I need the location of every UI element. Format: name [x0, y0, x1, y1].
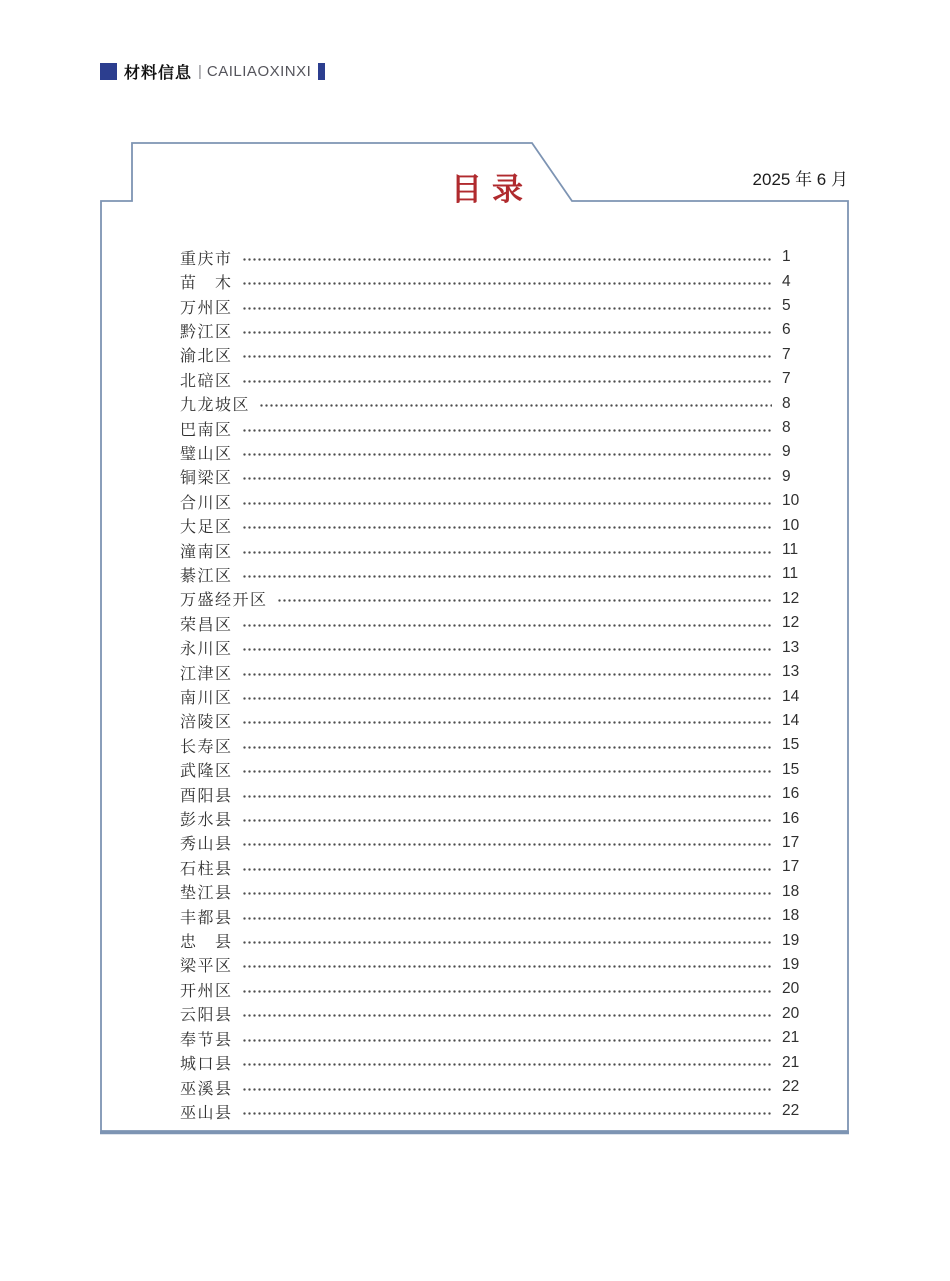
- dotted-leader: [242, 354, 772, 359]
- issue-date: 2025 年 6 月: [752, 170, 848, 189]
- toc-entry-label: 彭水县: [180, 812, 233, 830]
- dotted-leader: [242, 818, 772, 823]
- dotted-leader: [242, 720, 772, 725]
- toc-entry: [180, 611, 806, 635]
- dotted-leader: [242, 1013, 772, 1018]
- toc-entry-page: 7: [782, 345, 791, 363]
- toc-entry-label: 城口县: [180, 1056, 233, 1074]
- toc-entry: [180, 953, 806, 977]
- toc-entry-page: 15: [782, 760, 800, 778]
- dotted-leader: [242, 476, 772, 481]
- toc-entry: [180, 928, 806, 952]
- brand-title: 材料信息: [124, 64, 193, 82]
- toc-entry-label: 荣昌区: [180, 616, 233, 634]
- toc-entry-label: 忠 县: [180, 934, 233, 952]
- toc-entry-page: 14: [782, 687, 800, 705]
- toc-entry-label: 巴南区: [180, 421, 233, 439]
- dotted-leader: [242, 867, 772, 872]
- brand-header: [100, 62, 325, 80]
- toc-entry: [180, 1002, 806, 1026]
- toc-entry-label: 云阳县: [180, 1007, 233, 1025]
- dotted-leader: [242, 623, 772, 628]
- toc-entry-label: 石柱县: [180, 860, 233, 878]
- dotted-leader: [242, 794, 772, 799]
- dotted-leader: [242, 1087, 772, 1092]
- toc-entry: [180, 636, 806, 660]
- toc-entry-page: 12: [782, 589, 800, 607]
- toc-entry-page: 22: [782, 1102, 800, 1120]
- dotted-leader: [242, 574, 772, 579]
- toc-entry-page: 4: [782, 272, 791, 290]
- brand-endbar-icon: [318, 63, 325, 80]
- toc-entry-label: 万盛经开区: [180, 592, 268, 610]
- toc-entry-page: 20: [782, 980, 800, 998]
- toc-entry-page: 17: [782, 858, 800, 876]
- toc-entry: [180, 440, 806, 464]
- dotted-leader: [242, 281, 772, 286]
- dotted-leader: [242, 842, 772, 847]
- toc-entry-page: 10: [782, 492, 800, 510]
- dotted-leader: [242, 672, 772, 677]
- toc-entry-label: 大足区: [180, 519, 233, 537]
- toc-entry: [180, 660, 806, 684]
- toc-entry-label: 重庆市: [180, 250, 233, 268]
- toc-entry: [180, 465, 806, 489]
- toc-entry: [180, 709, 806, 733]
- dotted-leader: [242, 647, 772, 652]
- toc-entry-page: 13: [782, 663, 800, 681]
- toc-entry: [180, 1075, 806, 1099]
- toc-entry: [180, 245, 806, 269]
- toc-entry: [180, 1026, 806, 1050]
- toc-entry: [180, 294, 806, 318]
- toc-entry-label: 秀山县: [180, 836, 233, 854]
- toc-entry: [180, 977, 806, 1001]
- toc-entry: [180, 855, 806, 879]
- toc-entry: [180, 587, 806, 611]
- toc-entry-label: 长寿区: [180, 738, 233, 756]
- toc-entry-label: 梁平区: [180, 958, 233, 976]
- toc-entry-page: 11: [782, 565, 799, 583]
- toc-entry-label: 南川区: [180, 690, 233, 708]
- page-title: 目录: [451, 172, 533, 207]
- toc-entry-label: 潼南区: [180, 543, 233, 561]
- dotted-leader: [242, 940, 772, 945]
- toc-entry-page: 19: [782, 955, 800, 973]
- toc-entry: [180, 782, 806, 806]
- toc-entry-label: 酉阳县: [180, 787, 233, 805]
- toc-entry: [180, 367, 806, 391]
- toc-entry-page: 8: [782, 394, 791, 412]
- dotted-leader: [242, 452, 772, 457]
- toc-entry-page: 6: [782, 321, 791, 339]
- dotted-leader: [242, 696, 772, 701]
- toc-entry: [180, 733, 806, 757]
- dotted-leader: [242, 1111, 772, 1116]
- toc-entry-page: 8: [782, 419, 791, 437]
- toc-entry-page: 17: [782, 833, 800, 851]
- toc-entry-page: 11: [782, 541, 799, 559]
- toc-entry-page: 15: [782, 736, 800, 754]
- toc-entry-label: 綦江区: [180, 567, 233, 585]
- toc-entry: [180, 1050, 806, 1074]
- toc-entry-page: 13: [782, 638, 800, 656]
- toc-entry-label: 江津区: [180, 665, 233, 683]
- toc-entry-label: 苗 木: [180, 275, 233, 293]
- dotted-leader: [277, 598, 772, 603]
- toc-entry-label: 巫溪县: [180, 1080, 233, 1098]
- toc-entry-page: 9: [782, 467, 791, 485]
- toc-list: [180, 245, 806, 1124]
- dotted-leader: [242, 989, 772, 994]
- toc-entry-label: 万州区: [180, 299, 233, 317]
- brand-square-icon: [100, 63, 117, 80]
- dotted-leader: [242, 964, 772, 969]
- dotted-leader: [242, 379, 772, 384]
- dotted-leader: [242, 1038, 772, 1043]
- dotted-leader: [242, 306, 772, 311]
- dotted-leader: [242, 745, 772, 750]
- dotted-leader: [242, 501, 772, 506]
- toc-entry: [180, 880, 806, 904]
- dotted-leader: [242, 891, 772, 896]
- toc-entry-label: 璧山区: [180, 445, 233, 463]
- toc-entry-page: 16: [782, 809, 800, 827]
- toc-entry-label: 铜梁区: [180, 470, 233, 488]
- toc-entry-page: 21: [782, 1053, 800, 1071]
- toc-entry-label: 渝北区: [180, 348, 233, 366]
- dotted-leader: [242, 916, 772, 921]
- brand-separator: |: [198, 62, 202, 80]
- dotted-leader: [259, 403, 772, 408]
- dotted-leader: [242, 428, 772, 433]
- toc-entry: [180, 684, 806, 708]
- toc-entry-page: 14: [782, 711, 800, 729]
- toc-entry: [180, 269, 806, 293]
- brand-subtitle: CAILIAOXINXI: [206, 62, 312, 80]
- toc-entry-page: 18: [782, 882, 800, 900]
- toc-entry-page: 19: [782, 931, 800, 949]
- dotted-leader: [242, 525, 772, 530]
- toc-entry-page: 1: [782, 248, 791, 266]
- toc-entry-label: 开州区: [180, 982, 233, 1000]
- toc-entry: [180, 416, 806, 440]
- toc-entry: [180, 1099, 806, 1123]
- toc-entry: [180, 562, 806, 586]
- toc-entry-page: 12: [782, 614, 800, 632]
- toc-entry-page: 9: [782, 443, 791, 461]
- dotted-leader: [242, 550, 772, 555]
- toc-entry: [180, 391, 806, 415]
- toc-entry-label: 武隆区: [180, 763, 233, 781]
- toc-entry: [180, 489, 806, 513]
- toc-entry-label: 垫江县: [180, 885, 233, 903]
- dotted-leader: [242, 1062, 772, 1067]
- toc-entry: [180, 806, 806, 830]
- toc-entry-label: 黔江区: [180, 323, 233, 341]
- toc-entry-page: 16: [782, 785, 800, 803]
- toc-entry-label: 奉节县: [180, 1031, 233, 1049]
- toc-entry-label: 永川区: [180, 641, 233, 659]
- toc-entry-page: 5: [782, 297, 791, 315]
- toc-entry-label: 巫山县: [180, 1104, 233, 1122]
- toc-entry-page: 20: [782, 1004, 800, 1022]
- toc-entry-label: 合川区: [180, 494, 233, 512]
- toc-entry: [180, 538, 806, 562]
- dotted-leader: [242, 769, 772, 774]
- toc-entry-label: 九龙坡区: [180, 397, 251, 415]
- toc-entry-page: 21: [782, 1029, 800, 1047]
- toc-entry-label: 丰都县: [180, 909, 233, 927]
- toc-entry: [180, 831, 806, 855]
- dotted-leader: [242, 257, 772, 262]
- toc-entry-page: 22: [782, 1078, 800, 1096]
- toc-entry-label: 涪陵区: [180, 714, 233, 732]
- toc-entry: [180, 343, 806, 367]
- dotted-leader: [242, 330, 772, 335]
- toc-entry-page: 18: [782, 907, 800, 925]
- toc-entry-label: 北碚区: [180, 372, 233, 390]
- toc-entry: [180, 758, 806, 782]
- toc-entry: [180, 318, 806, 342]
- toc-entry: [180, 513, 806, 537]
- toc-entry: [180, 904, 806, 928]
- toc-entry-page: 7: [782, 370, 791, 388]
- toc-entry-page: 10: [782, 516, 800, 534]
